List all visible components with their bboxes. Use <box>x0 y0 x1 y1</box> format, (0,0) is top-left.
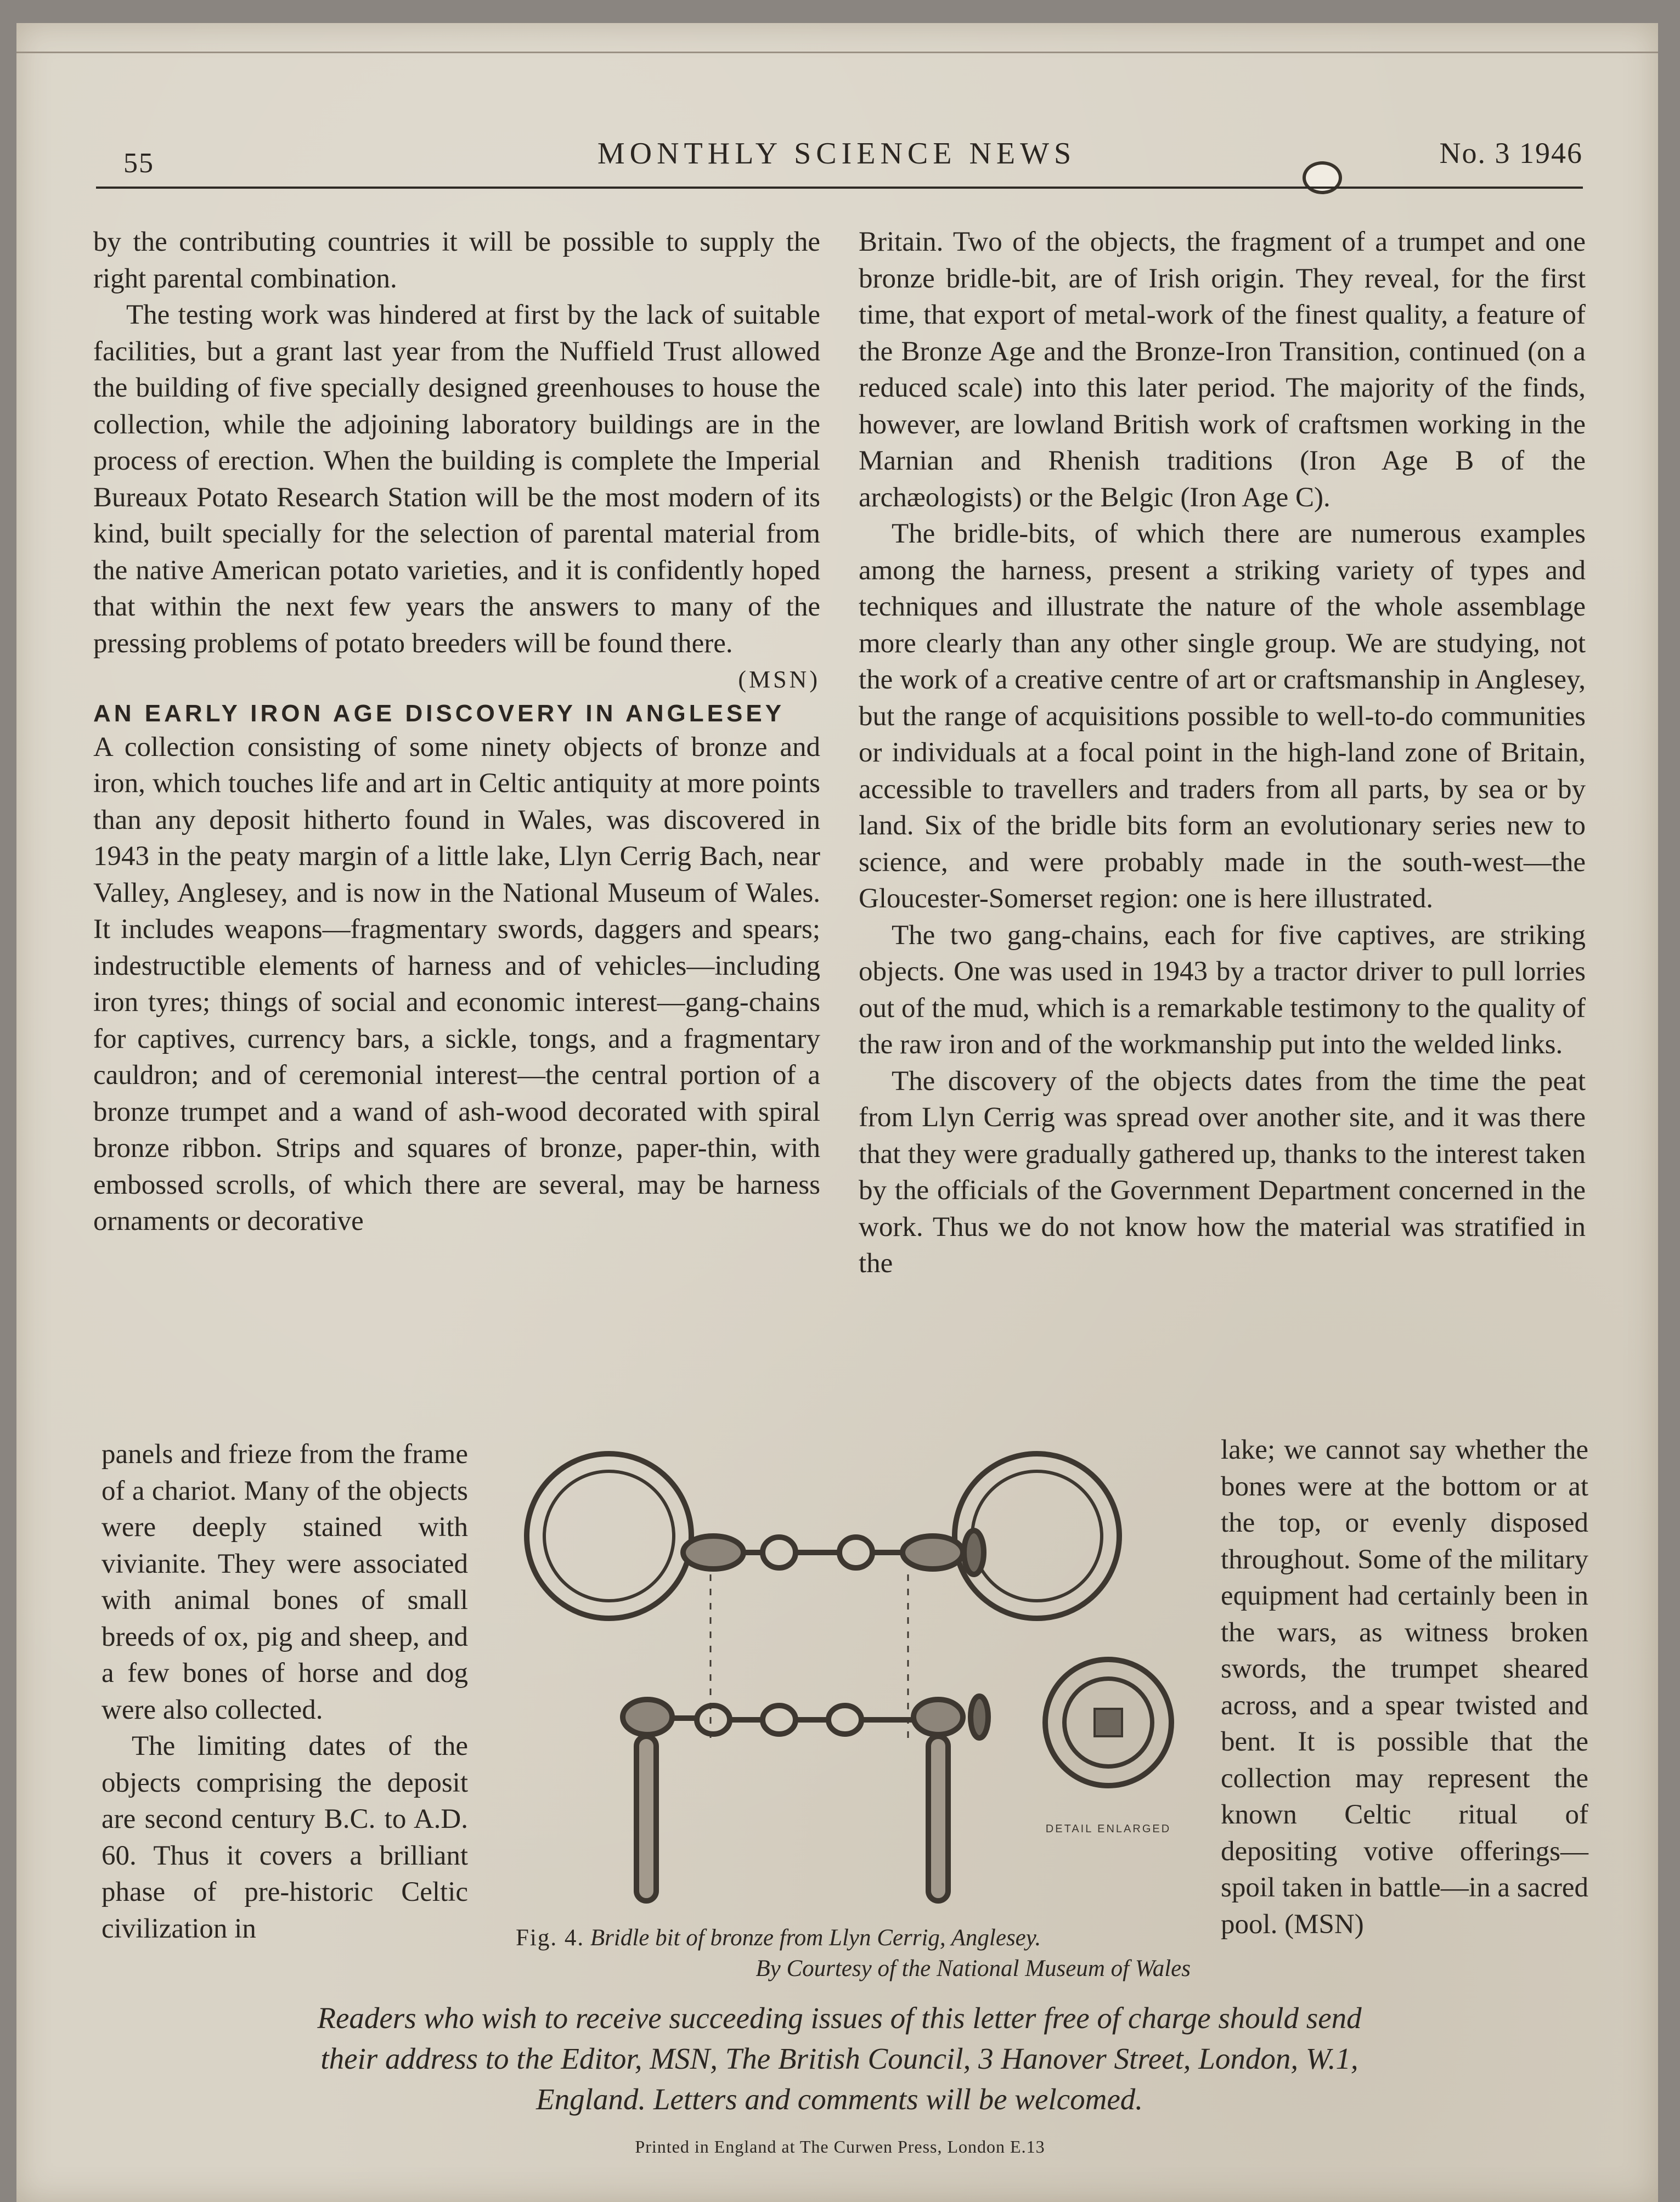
article-heading: AN EARLY IRON AGE DISCOVERY IN ANGLESEY <box>93 699 785 727</box>
page-number: 55 <box>123 148 154 179</box>
right-column <box>859 224 1586 1282</box>
article-signature: (MSN) <box>738 666 820 693</box>
page-header <box>91 132 1583 187</box>
bridle-bit-illustration <box>483 1437 1207 1926</box>
left-ring <box>527 1454 691 1618</box>
paragraph: panels and frieze from the frame of a chariot. Many of the objects were deeply stained with vivianite. They were associated with animal bones of small breeds of ox, pig and sheep, and a few bones of horse and dog were also collected. <box>102 1439 468 1725</box>
paragraph: Britain. Two of the objects, the fragment of a trumpet and one bronze bridle-bit, are of Irish origin. They reveal, for the first time, that export of metal-work of the finest quality, a feature of the Bronze Age and the Bronze-Iron Transition, continued (on a reduced scale) into this later period. The majority of the finds, however, are lowland British work of craftsmen working in the Marnian and Rhenish traditions (Iron Age B of the archæologists) or the Belgic (Iron Age C). <box>859 227 1586 513</box>
paragraph: The two gang-chains, each for five captives, are striking objects. One was used in 1943 by a tractor driver to pull lorries out of the mud, which is a remarkable testimony to the quality of the raw iron and of the workmanship put into the welded links. <box>859 919 1586 1060</box>
paragraph: lake; we cannot say whether the bones were at the bottom or at the top, or evenly disposed throughout. Some of the military equipment had certainly been in the wars, as witness broken swords, the trumpet sheared across, and a spear twisted and bent. It is possible that the collection may represent the known Celtic ritual of depositing votive offerings—spoil taken in battle—in a sacred pool. (MSN) <box>1221 1435 1588 1940</box>
bridle-bit-figure <box>483 1437 1207 1926</box>
paragraph: by the contributing countries it will be possible to supply the right parental combination. <box>93 227 820 294</box>
paragraph: The testing work was hindered at first by the lack of suitable facilities, but a grant last year from the Nuffield Trust allowed the building of five specially designed greenhouses to house the collection, while the adjoining laboratory buildings are in the process of erection. When the building is complete the Imperial Bureaux Potato Research Station will be the most modern of its kind, built specially for the selection of parental material from the native American potato varieties, and it is confidently hoped that within the next few years the answers to many of the pressing problems of potato breeders will be found there. <box>93 300 820 659</box>
issue-number: No. 3 1946 <box>1439 137 1583 170</box>
printer-imprint: Printed in England at The Curwen Press, London E.13 <box>635 2137 1045 2156</box>
paragraph: A collection consisting of some ninety objects of bronze and iron, which touches life and art in Celtic antiquity at more points than any deposit hitherto found in Wales, was discovered in 1943 in the peaty margin of a little lake, Llyn Cerrig Bach, near Valley, Anglesey, and is now in the National Museum of Wales. It includes weapons—fragmentary swords, daggers and spears; indestructible elements of harness and of vehicles—including iron tyres; things of social and economic interest—gang-chains for captives, currency bars, a sickle, tongs, and a fragmentary cauldron; and of ceremonial interest—the central portion of a bronze trumpet and a wand of ash-wood decorated with spiral bronze ribbon. Strips and squares of bronze, paper-thin, with embossed scrolls, of which there are several, may be harness ornaments or decorative <box>93 731 820 1236</box>
page-top-edge <box>16 52 1658 53</box>
left-column <box>93 224 820 1240</box>
journal-title: MONTHLY SCIENCE NEWS <box>597 137 1076 171</box>
figure-number: Fig. 4. <box>516 1925 585 1951</box>
right-wrap-column <box>1221 1432 1588 1943</box>
left-wrap-column <box>102 1436 468 1947</box>
paragraph: The discovery of the objects dates from the time the peat from Llyn Cerrig was spread over another site, and it was there that they were gradually gathered up, thanks to the interest taken by the officials of the Government Department concerned in the work. Thus we do not know how the material was stratified in the <box>859 1065 1586 1279</box>
subscription-note: Readers who wish to receive succeeding issues of this letter free of charge should send their address to the Editor, MSN, The British Council, 3 Hanover Street, London, W.1, England. Letters and comments will be welcomed. <box>317 2001 1362 2116</box>
header-rule <box>96 187 1583 189</box>
detail-enlarged-label: DETAIL ENLARGED <box>1045 1823 1171 1835</box>
figure-caption <box>510 1923 1191 1984</box>
caption-line-1: Bridle bit of bronze from Llyn Cerrig, Anglesey. <box>590 1925 1041 1951</box>
paragraph: The limiting dates of the objects comprising the deposit are second century B.C. to A.D. 60. Thus it covers a brilliant phase of pre-historic Celtic civilization in <box>102 1731 468 1944</box>
paragraph: The bridle-bits, of which there are numerous examples among the harness, present a striking variety of types and techniques and illustrate the nature of the whole assemblage more clearly than any other single group. We are studying, not the work of a creative centre of art or craftsmanship in Anglesey, but the range of acquisitions possible to well-to-do communities or individuals at a focal point in the high-land zone of Britain, accessible to travellers and traders from all parts, by sea or by land. Six of the bridle bits form an evolutionary series new to science, and were probably made in the south-west—the Gloucester-Somerset region: one is here illustrated. <box>859 518 1586 914</box>
caption-line-2: By Courtesy of the National Museum of Wales <box>756 1956 1191 1981</box>
